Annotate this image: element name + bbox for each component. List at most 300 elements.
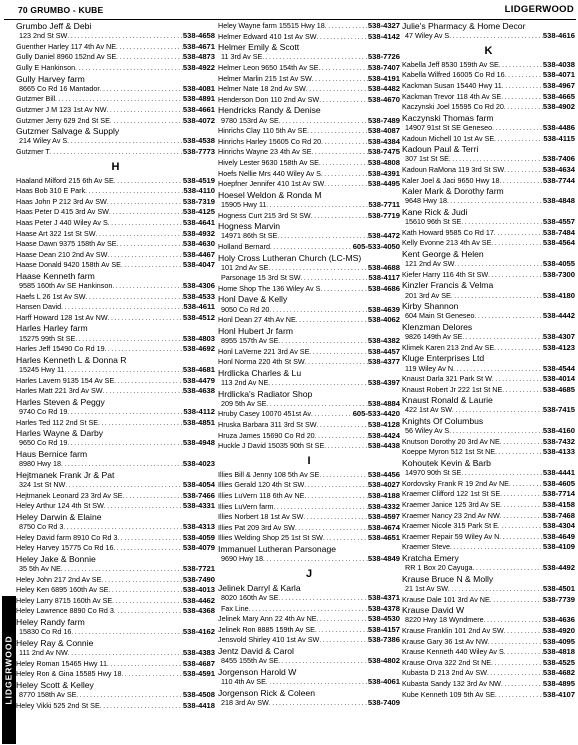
phone-number: 538-4658 [182,31,215,41]
listing-text: Hruska Barbara 311 3rd St SW [218,420,317,430]
phone-number: 538-4027 [367,480,400,490]
listing-line [218,470,400,481]
phone-number: 538-4160 [542,426,575,436]
dot-leader [462,332,542,343]
listing-line [16,260,215,271]
dot-leader [75,334,183,345]
listing-line [218,635,400,646]
phone-number: 538-7739 [542,594,575,604]
listing-text: 307 1st St SE [405,154,449,164]
phone-number: 538-4597 [367,512,400,522]
phone-number: 538-4848 [542,196,575,206]
listing-line [218,378,400,389]
listing-text: Krause Gary 36 1st Av NW [402,636,488,646]
listing-line [16,386,215,397]
dot-leader [107,659,183,670]
listing-line [218,63,400,74]
dot-leader [67,407,183,418]
listing-line [402,60,575,71]
listing-line [16,501,215,512]
dot-leader [453,364,543,375]
listing-text: Haas Peter J 440 Wiley Av S [16,217,108,227]
phone-number: 605-533-4420 [352,409,400,419]
listing-name: Kane Rick & Judi [402,206,468,217]
listing-text: Kraemer Janice 125 3rd Av SE [402,500,501,510]
listing-line [402,521,575,532]
phone-number: 538-4071 [542,70,575,80]
phone-number: 538-4384 [367,136,400,146]
dot-leader [448,584,543,595]
listing-name: Kirby Shannon [402,301,459,312]
listing-text: Kube Kenneth 109 5th Av SE [402,689,495,699]
listing-line [16,344,215,355]
phone-number: 538-4649 [542,531,575,541]
phone-number: 538-7407 [367,62,400,72]
phone-number: 538-7726 [367,52,400,62]
listing-name: Julie's Pharmacy & Home Decor [402,21,526,31]
listing-text: 9050 Co Rd 20 [221,304,270,314]
listing-text: Gully E Hankinson [16,62,76,72]
phone-number: 538-7468 [542,510,575,520]
listing-line [16,147,215,158]
dot-leader [269,305,368,316]
dot-leader [473,563,543,574]
listing-line [16,281,215,292]
phone-number: 538-4117 [368,273,400,283]
dot-leader [501,92,543,103]
listing-text: 8220 Hwy 18 Wyndmere [405,615,484,625]
dot-leader [109,207,183,218]
dot-leader [312,74,368,85]
phone-number: 538-4641 [182,217,215,227]
listing-line [16,250,215,261]
listing-name: Kinzler Francis & Velma [402,280,494,291]
listing-name: Grumbo Jeff & Debi [16,21,92,31]
phone-number: 538-4687 [182,658,215,668]
listing-line [218,200,400,211]
listing-text: 14907 91st St SE Geneseo [405,122,493,132]
listing-line [16,186,215,197]
listing-line [218,158,400,169]
dot-leader [123,491,183,502]
listing-name: Heley Darwin & Elaine [16,511,102,522]
phone-number: 538-4462 [182,595,215,605]
listing-line [402,332,575,343]
dot-leader [501,679,543,690]
dot-leader [112,596,183,607]
listing-text: 201 3rd Av SE [405,290,451,300]
phone-number: 538-4442 [542,311,575,321]
listing-text: Krause Orva 322 2nd St NE [402,657,492,667]
phone-number: 538-4818 [542,647,575,657]
listing-text: 121 2nd Av SW [405,259,455,269]
listing-text: Fax Line [221,603,249,613]
listing-line [16,418,215,429]
listing-line [16,627,215,638]
listing-line [402,595,575,606]
listing-text: Parsonage 15 3rd St SW [221,273,301,283]
dot-leader [491,658,543,669]
phone-number: 538-4383 [182,647,215,657]
listing-line [16,407,215,418]
phone-number: 538-4636 [542,615,575,625]
listing-text: 9650 Co Rd 19 [19,438,68,448]
dot-leader [319,158,368,169]
listing-text: Haase Donald 9420 158th Av SE [16,260,121,270]
phone-number: 538-4095 [542,636,575,646]
listing-line [16,302,215,313]
listing-line [402,343,575,354]
listing-name: Kaczynski Thomas farm [402,112,494,123]
phone-number: 538-4072 [182,115,215,125]
listing-text: Harff Howard 128 1st Av NW [16,312,108,322]
page-header [0,0,578,20]
listing-text: Kadoun RaMona 119 3rd St SW [402,164,505,174]
listing-text: 8020 160th Av SE [221,592,279,602]
phone-number: 538-4391 [367,168,400,178]
dot-leader [296,315,368,326]
listing-text: Gutzmer Jerry 629 2nd St SE [16,115,110,125]
dot-leader [117,533,182,544]
dot-leader [324,179,368,190]
phone-number: 538-4967 [542,80,575,90]
dot-leader [449,31,543,42]
phone-number: 538-4948 [182,438,215,448]
dot-leader [98,418,183,429]
dot-leader [504,647,543,658]
phone-number: 538-4479 [182,375,215,385]
phone-number: 538-4661 [182,104,215,114]
phone-number: 538-4418 [182,700,215,710]
listing-text: 9740 Co Rd 19 [19,407,68,417]
phone-number: 538-4079 [182,543,215,553]
dot-leader [315,431,368,442]
phone-number: 538-4378 [367,603,400,613]
dot-leader [105,344,183,355]
phone-number: 538-4492 [542,563,575,573]
dot-leader [266,399,367,410]
listing-line [402,426,575,437]
listing-line [402,291,575,302]
listing-text: Kadoun Michell 10 1st Av SE [402,133,495,143]
phone-number: 538-4128 [367,420,400,430]
phone-number: 538-4331 [182,501,215,511]
listing-text: Home Shop The 136 Wiley Av S [218,283,321,293]
listing-line [402,70,575,81]
phone-number: 538-4304 [542,521,575,531]
town-name: LIDGERWOOD [504,4,574,15]
dot-leader [505,70,543,81]
listing-line [218,32,400,43]
phone-number: 538-4087 [367,126,400,136]
dot-leader [484,615,543,626]
dot-leader [498,521,543,532]
phone-number: 538-4630 [182,239,215,249]
dot-leader [495,690,543,701]
listing-line [16,564,215,575]
phone-number: 538-4802 [367,656,400,666]
listing-line [16,480,215,491]
phone-number: 538-4932 [182,228,215,238]
phone-number: 538-7714 [542,489,575,499]
listing-text: 9826 149th Av SE [405,332,463,342]
listing-line [218,137,400,148]
phone-number: 538-4313 [182,522,215,532]
listing-line [402,165,575,176]
listing-name: Knaust Ronald & Laurie [402,395,493,406]
listing-text: 209 5th Av SE [221,398,267,408]
listing-text: Kraemer Steve [402,542,450,552]
listing-line [402,615,575,626]
listing-text: Harles Ted 112 2nd St SE [16,417,99,427]
dot-leader [278,593,367,604]
listing-text: 15245 Hwy 11 [19,365,65,375]
listing-text: Harles Jeff 15490 Co Rd 19 [16,344,105,354]
dot-leader [306,84,368,95]
listing-line [218,431,400,442]
dot-leader [100,84,183,95]
phone-number: 538-4441 [542,468,575,478]
listing-text: 604 Main St Geneseo [405,311,475,321]
dot-leader [104,501,183,512]
listing-text: Heley Wayne farm 15515 Hwy 18 [218,21,325,30]
section-letter: J [305,567,313,580]
dot-leader [311,409,353,420]
dot-leader [499,176,542,187]
listing-line [402,217,575,228]
dot-leader [307,126,368,137]
listing-line [16,459,215,470]
dot-leader [295,523,368,534]
listing-line [402,437,575,448]
listing-text: 11 3rd Av SE [221,52,263,62]
listing-name: Klenzman Delores [402,321,473,332]
dot-leader [266,200,368,211]
listing-line [402,238,575,249]
phone-number: 538-7466 [182,490,215,500]
listing-name: Haus Bernice farm [16,449,88,460]
phone-number: 538-4851 [182,417,215,427]
phone-number: 538-7773 [182,146,215,156]
listing-text: Krause Dale 101 3rd Av NE [402,594,490,604]
listing-line [218,95,400,106]
listing-name: Kaler Mark & Dorothy farm [402,186,504,197]
listing-text: Hinrichs Clay 110 5th Av SE [218,126,308,136]
dot-leader [278,656,367,667]
dot-leader [319,63,368,74]
listing-line [218,502,400,513]
phone-number: 538-7744 [542,175,575,185]
dot-leader [116,42,183,53]
listing-line [402,563,575,574]
phone-number: 605-533-4050 [352,241,400,251]
dot-leader [112,281,183,292]
dot-leader [71,627,183,638]
dot-leader [494,343,543,354]
listing-text: 8455 155th Av SE [221,656,279,666]
phone-number: 538-4671 [182,41,215,51]
phone-number: 538-7719 [367,210,400,220]
phone-number: 538-4158 [542,500,575,510]
listing-text: 14971 86th St SE [221,231,278,241]
phone-number: 538-4157 [367,624,400,634]
dot-leader [50,147,183,158]
phone-number: 538-4482 [367,84,400,94]
dot-leader [500,500,543,511]
phone-number: 538-4123 [542,342,575,352]
phone-number: 538-4895 [542,678,575,688]
dot-leader [309,347,368,358]
listing-text: Gutzmer J M 123 1st Av NW [16,104,107,114]
listing-text: Kackman Trevor 118 4th Av SE [402,91,502,101]
listing-line [218,399,400,410]
phone-number: 538-4457 [367,346,400,356]
phone-number: 538-4180 [542,290,575,300]
listing-line [402,479,575,490]
dot-leader [494,134,543,145]
dot-leader [315,625,368,636]
listing-text: 214 Wiley Av S [19,136,68,146]
listing-text: Kabella Jeff 8530 159th Av SE [402,59,499,69]
listing-text: RR 1 Box 20 Cayuga [405,563,473,573]
dot-leader [63,522,183,533]
phone-number: 538-4115 [543,133,575,143]
phone-number: 538-7490 [182,574,215,584]
phone-number: 538-4059 [182,532,215,542]
listing-name: Holy Cross Lutheran Church (LC-MS) [218,252,362,263]
section-letter: K [484,44,493,57]
listing-text: Kubasta Sandy 132 3rd Av NW [402,678,501,688]
dot-leader [109,585,183,596]
dot-leader [449,426,543,437]
listing-line [402,92,575,103]
dot-leader [116,52,183,63]
phone-number: 538-7489 [367,115,400,125]
section-letter: I [307,454,311,467]
dot-leader [67,136,183,147]
listing-text: Haas Peter D 415 3rd Av SW [16,207,109,217]
listing-line [16,229,215,240]
listing-name: Immanuel Lutheran Parsonage [218,543,337,554]
dot-leader [500,489,543,500]
dot-leader [268,263,367,274]
phone-number: 538-4112 [183,407,215,417]
listing-text: Illies LuVern 118 6th Av NE [218,491,305,501]
listing-line [402,405,575,416]
phone-number: 538-4670 [367,94,400,104]
phone-number: 538-4472 [367,231,400,241]
dot-leader [447,196,543,207]
listing-line [16,239,215,250]
listing-name: Heley Jake & Bonnie [16,553,96,564]
phone-number: 538-4191 [367,73,400,83]
page-number: 70 [18,5,28,15]
listing-text: 422 1st Av SW [405,405,453,415]
listing-text: Heley Ken 6895 160th Av SE [16,585,109,595]
listing-line [16,648,215,659]
dot-leader [475,311,543,322]
listing-line [16,376,215,387]
listing-text: Haas John P 212 3rd Av SW [16,196,107,206]
dot-leader [317,32,368,43]
listing-text: 9780 153rd Av SE [221,115,279,125]
phone-number: 538-4682 [542,668,575,678]
dot-leader [266,677,368,688]
dot-leader [311,211,368,222]
listing-line [16,136,215,147]
listing-line [402,31,575,42]
listing-line [218,242,400,253]
listing-text: Haase Dean 210 2nd Av SW [16,249,108,259]
listing-name: Hendricks Randy & Denise [218,105,321,116]
listing-line [402,668,575,679]
dot-leader [100,701,183,712]
listing-text: 9585 160th Av SE Hankinson [19,281,113,291]
dot-leader [504,102,543,113]
dot-leader [268,378,368,389]
phone-number: 538-4061 [367,676,400,686]
listing-line [218,625,400,636]
listing-line [218,656,400,667]
listing-text: Koeppe Myron 512 1st St NE [402,447,496,457]
listing-text: Heley Larry 8715 160th Av SE [16,595,113,605]
listing-line [402,626,575,637]
listing-name: Kohoutek Kevin & Barb [402,458,491,469]
dot-leader [121,260,183,271]
listing-name: Kratcha Emery [402,553,459,564]
dot-leader [270,242,353,253]
listing-line [402,532,575,543]
listing-text: Honl Norma 220 4th St SW [218,357,305,367]
dot-leader [64,365,182,376]
phone-number: 538-7386 [367,635,400,645]
listing-name: Kluge Enterprises Ltd [402,353,485,364]
listing-text: Honl Dean 27 4th Av NE [218,315,296,325]
phone-number: 538-4508 [182,689,215,699]
listing-line [402,311,575,322]
phone-number: 538-4062 [367,315,400,325]
dot-leader [488,270,543,281]
listing-line [218,74,400,85]
phone-number: 538-4332 [367,501,400,511]
phone-number: 538-7415 [542,405,575,415]
listing-line [402,658,575,669]
phone-number: 538-4055 [542,259,575,269]
listing-line [402,123,575,134]
listing-name: Hrdlicka Charles & Lu [218,367,302,378]
listing-text: Knaust Darla 321 Park St W [402,374,492,384]
dot-leader [324,441,368,452]
listing-text: Helmer Nate 18 2nd Av SW [218,84,306,94]
listing-name: Hogness Marvin [218,221,281,232]
phone-number: 538-4486 [542,122,575,132]
listing-text: Krause Kenneth 440 Wiley Av S [402,647,504,657]
listing-line [218,441,400,452]
phone-number: 538-4368 [182,606,215,616]
listing-line [402,270,575,281]
listing-line [16,491,215,502]
listing-name: Hoesel Weldon & Ronda M [218,189,322,200]
phone-number: 538-4397 [367,378,400,388]
phone-number: 538-7711 [368,199,400,209]
dot-leader [454,259,542,270]
listing-name: Heley Randy farm [16,616,85,627]
listing-text: Kiefer Harry 116 4th St SW [402,269,489,279]
phone-number: 538-4686 [367,283,400,293]
listing-text: Kordovsky Frank R 19 2nd Av NE [402,478,509,488]
dot-leader [121,669,182,680]
listing-line [16,596,215,607]
